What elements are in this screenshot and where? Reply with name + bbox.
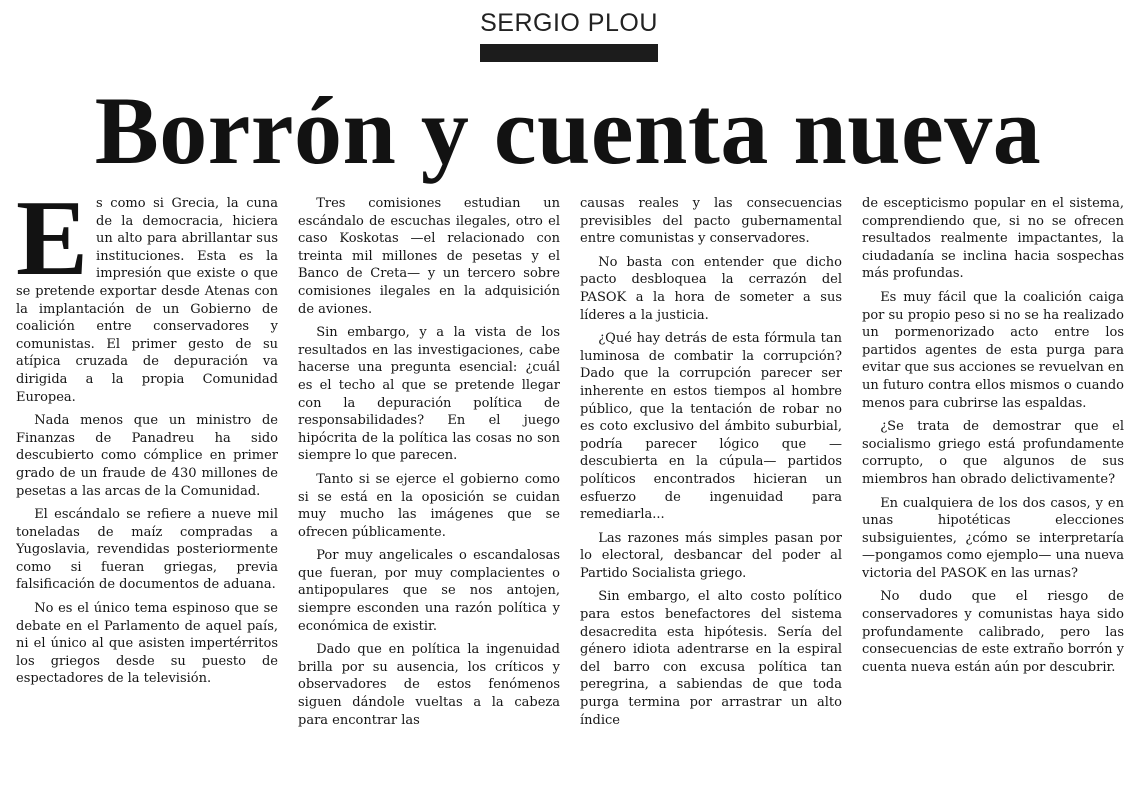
article-paragraph: Las razones más simples pasan por lo electoral, desbancar del poder al Partido Socialista griego. [580,530,842,581]
article-paragraph [16,195,278,406]
article-paragraph: No basta con entender que dicho pacto desbloquea la cerrazón del PASOK a la hora de someter a sus líderes a la justicia. [580,254,842,323]
article-paragraph: El escándalo se refiere a nueve mil toneladas de maíz compradas a Yugoslavia, revendidas posteriormente como si fueran griegas, previa falsificación de documentos de aduana. [16,507,278,593]
article-paragraph: Sin embargo, el alto costo político para estos benefactores del sistema desacredita esta hipótesis. Sería del género idiota adentrarse en la espiral del barro con excusa política tan peregrina, a sabiendas de que toda purga termina por arrastrar un alto índice [580,589,842,728]
article-paragraph: Nada menos que un ministro de Finanzas de Panadreu ha sido descubierto como cómplice en primer grado de un fraude de 430 millones de pesetas a las arcas de la Comunidad. [16,413,278,499]
article-column-1 [16,195,278,803]
headline: Borrón y cuenta nueva [94,77,1042,184]
paragraph-text: s como si Grecia, la cuna de la democracia, hiciera un alto para abrillantar sus instituciones. Esta es la impresión que existe o que se pretende exportar desde Atenas con la implantación de un Gobierno de coalición entre conservadores y comunistas. El primer gesto de su atípica cruzada de depuración va dirigida a la propia Comunidad Europea. [16,196,278,405]
article-paragraph: ¿Qué hay detrás de esta fórmula tan luminosa de combatir la corrupción? Dado que la corrupción parecer ser inherente en estos tiempos al hombre público, que la tentación de robar no es coto exclusivo del ámbito suburbial, podría parecer lógico que —descubierta en la cúpula— partidos políticos encontrados hicieran un esfuerzo de ingenuidad para remediarla... [580,331,842,523]
article-column-3 [580,195,842,803]
drop-cap: E [16,195,89,298]
article-paragraph: No dudo que el riesgo de conservadores y comunistas haya sido profundamente calibrado, pero las consecuencias de este extraño borrón y cuenta nueva están aún por descubrir. [862,589,1124,675]
article-paragraph: Es muy fácil que la coalición caiga por su propio peso si no se ha realizado un pormenorizado acto entre los partidos agentes de esta purga para evitar que sus acciones se revuelvan en un futuro contra ellos mismos o cuando menos para cubrirse las espaldas. [862,289,1124,411]
article-paragraph: En cualquiera de los dos casos, y en unas hipotéticas elecciones subsiguientes, ¿cómo se interpretaría —pongamos como ejemplo— una nueva victoria del PASOK en las urnas? [862,495,1124,581]
article-paragraph: causas reales y las consecuencias previsibles del pacto gubernamental entre comunistas y conservadores. [580,196,842,247]
article-paragraph: Tanto si se ejerce el gobierno como si se está en la oposición se cuidan muy mucho las imágenes que se ofrecen públicamente. [298,471,560,540]
article-paragraph: ¿Se trata de demostrar que el socialismo griego está profundamente corrupto, o que algunos de sus miembros han obrado delictivamente? [862,419,1124,487]
author-block [478,6,660,62]
article-column-2 [298,195,560,803]
article-paragraph: Dado que en política la ingenuidad brilla por su ausencia, los críticos y observadores de estos fenómenos siguen dándole vueltas a la cabeza para encontrar las [298,642,560,728]
article-paragraph: Por muy angelicales o escandalosas que fueran, por muy complacientes o antipopulares que se nos antojen, siempre esconden una razón política y económica de existir. [298,548,560,634]
author-byline: SERGIO PLOU [480,9,658,37]
article-column-4 [862,195,1124,803]
article-paragraph: No es el único tema espinoso que se debate en el Parlamento de aquel país, ni el único al que asisten impertérritos los griegos desde su puesto de espectadores de la televisión. [16,601,278,687]
article-paragraph: Tres comisiones estudian un escándalo de escuchas ilegales, otro el caso Koskotas —el relacionado con treinta mil millones de pesetas y el Banco de Creta— y un tercero sobre comisiones ilegales en la adquisición de aviones. [298,196,560,317]
article-paragraph: Sin embargo, y a la vista de los resultados en las investigaciones, cabe hacerse una pregunta esencial: ¿cuál es el techo al que se pretende llegar con la depuración política de responsabilidades? En el juego hipócrita de la política las cosas no son siempre lo que parecen. [298,325,560,464]
article-paragraph: de escepticismo popular en el sistema, comprendiendo que, si no se ofrecen resultados realmente impactantes, la ciudadanía se inclina hacia sospechas más profundas. [862,196,1124,282]
author-underline-bar [480,44,658,62]
